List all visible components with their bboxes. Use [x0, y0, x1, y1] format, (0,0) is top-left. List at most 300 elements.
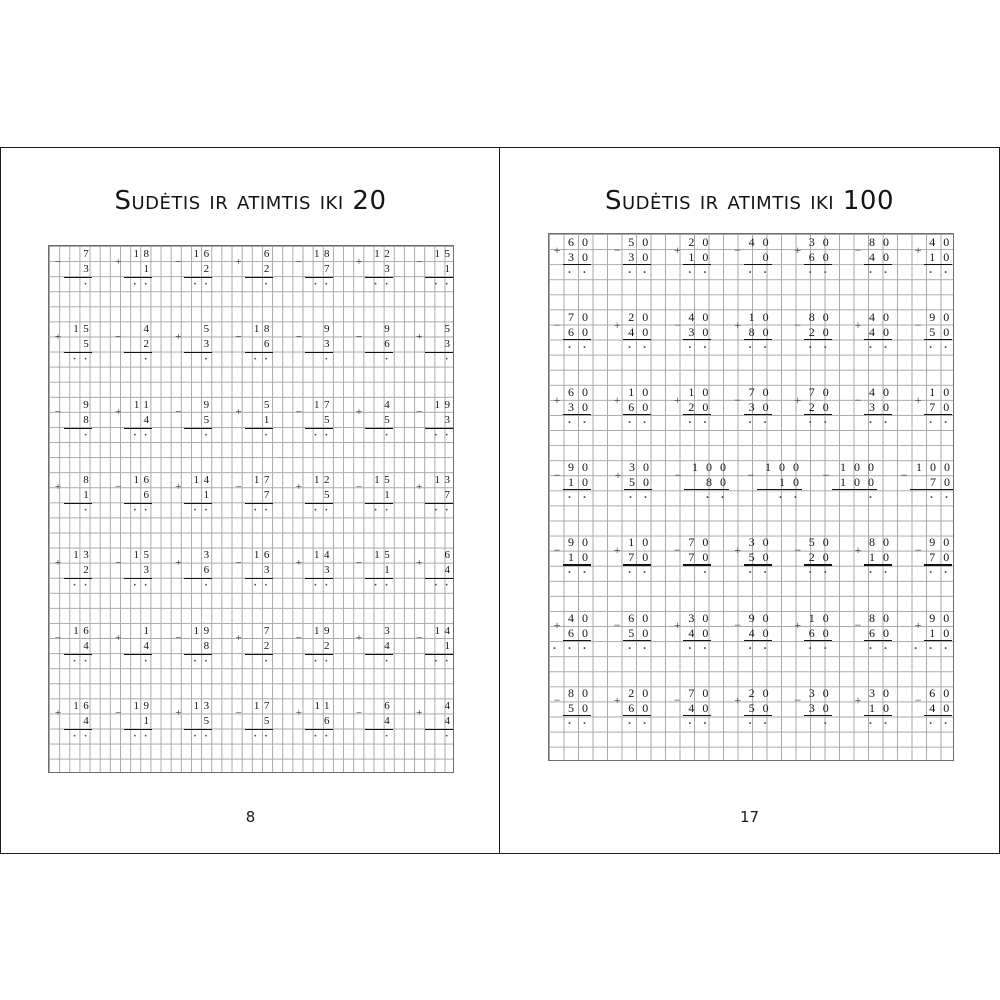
- second-operand: 2: [324, 639, 335, 652]
- plus-sign: +: [355, 632, 363, 644]
- answer-placeholder-dots: ··: [808, 415, 839, 430]
- answer-placeholder-dots: ··: [567, 490, 598, 505]
- first-operand: 10: [748, 310, 777, 325]
- minus-sign: −: [295, 255, 302, 268]
- second-operand: 30: [628, 250, 657, 264]
- answer-placeholder-dots: ··: [193, 503, 216, 516]
- second-operand: 10: [779, 475, 807, 490]
- first-operand: 60: [568, 385, 596, 400]
- minus-sign: −: [553, 693, 561, 708]
- first-operand: 40: [568, 610, 596, 625]
- first-operand: 14: [434, 624, 455, 637]
- second-operand: 60: [808, 250, 837, 264]
- second-operand: 0: [762, 250, 777, 264]
- first-operand: 40: [688, 310, 717, 325]
- second-operand: 5: [203, 714, 214, 727]
- second-operand: 4: [83, 639, 94, 652]
- second-operand: 70: [628, 550, 657, 565]
- plus-sign: +: [175, 481, 182, 494]
- plus-sign: +: [175, 556, 182, 569]
- first-operand: 19: [314, 624, 335, 637]
- answer-placeholder-dots: ·: [204, 579, 216, 592]
- second-operand: 40: [688, 625, 717, 640]
- answer-placeholder-dots: ·: [384, 428, 396, 441]
- answer-placeholder-dots: ··: [687, 640, 718, 655]
- answer-placeholder-dots: ··: [808, 565, 839, 580]
- second-operand: 70: [929, 550, 958, 565]
- first-operand: 19: [193, 624, 214, 637]
- second-operand: 4: [143, 639, 154, 652]
- minus-sign: −: [295, 406, 302, 419]
- first-operand: 80: [869, 535, 897, 550]
- first-operand: 80: [869, 610, 897, 625]
- first-operand: 16: [193, 248, 214, 260]
- second-operand: 8: [203, 639, 214, 652]
- answer-placeholder-dots: ··: [373, 503, 396, 516]
- answer-placeholder-dots: ··: [928, 340, 959, 355]
- second-operand: 4: [83, 714, 94, 727]
- answer-placeholder-dots: ·: [384, 353, 396, 366]
- second-operand: 5: [203, 413, 214, 426]
- answer-placeholder-dots: ··: [687, 715, 718, 730]
- minus-sign: −: [235, 330, 242, 343]
- plus-sign: +: [613, 392, 621, 407]
- second-operand: 1: [384, 488, 395, 501]
- answer-placeholder-dots: ··: [132, 729, 155, 742]
- first-operand: 40: [869, 385, 897, 400]
- minus-sign: −: [416, 406, 423, 419]
- first-operand: 30: [688, 610, 717, 625]
- first-operand: 80: [808, 310, 837, 325]
- minus-sign: −: [734, 242, 741, 257]
- answer-placeholder-dots: ··: [132, 579, 155, 592]
- second-operand: 40: [869, 250, 897, 264]
- second-operand: 30: [568, 400, 596, 415]
- first-operand: 90: [929, 310, 958, 325]
- answer-placeholder-dots: ··: [132, 428, 155, 441]
- second-operand: 100: [840, 475, 882, 490]
- answer-placeholder-dots: ··: [808, 265, 839, 279]
- plus-sign: +: [175, 707, 182, 720]
- answer-placeholder-dots: ··: [808, 340, 839, 355]
- answer-placeholder-dots: ··: [132, 503, 155, 516]
- first-operand: 40: [748, 235, 777, 249]
- answer-placeholder-dots: ··: [627, 265, 658, 279]
- second-operand: 60: [568, 625, 596, 640]
- first-operand: 12: [374, 248, 395, 260]
- page-title: Sudėtis ir atimtis iki 100: [604, 186, 895, 216]
- minus-sign: −: [235, 556, 242, 569]
- answer-placeholder-dots: ··: [567, 415, 598, 430]
- answer-placeholder-dots: ··: [627, 715, 658, 730]
- second-operand: 3: [83, 263, 94, 275]
- second-operand: 2: [263, 263, 274, 275]
- first-operand: 15: [374, 473, 395, 486]
- first-operand: 18: [314, 248, 335, 260]
- answer-placeholder-dots: ··: [868, 715, 899, 730]
- plus-sign: +: [734, 317, 741, 332]
- plus-sign: +: [734, 693, 741, 708]
- plus-sign: +: [613, 693, 621, 708]
- answer-placeholder-dots: ·: [83, 278, 95, 290]
- answer-placeholder-dots: ···: [913, 640, 959, 655]
- answer-placeholder-dots: ··: [705, 490, 736, 505]
- first-operand: 20: [748, 685, 777, 700]
- minus-sign: −: [355, 556, 363, 569]
- second-operand: 30: [748, 400, 777, 415]
- answer-placeholder-dots: ··: [72, 353, 95, 366]
- first-operand: 9: [384, 323, 395, 336]
- plus-sign: +: [854, 317, 862, 332]
- plus-sign: +: [295, 481, 302, 494]
- second-operand: 1: [143, 714, 154, 727]
- answer-placeholder-dots: ··: [433, 654, 456, 667]
- second-operand: 6: [324, 714, 335, 727]
- second-operand: 10: [568, 550, 596, 565]
- second-operand: 40: [929, 700, 958, 715]
- answer-placeholder-dots: ··: [313, 654, 336, 667]
- answer-placeholder-dots: ··: [313, 428, 336, 441]
- answer-placeholder-dots: ··: [193, 654, 216, 667]
- second-operand: 5: [324, 488, 335, 501]
- minus-sign: −: [914, 542, 922, 557]
- answer-placeholder-dots: ··: [253, 579, 276, 592]
- plus-sign: +: [914, 242, 922, 257]
- answer-placeholder-dots: ·: [264, 428, 276, 441]
- minus-sign: −: [854, 618, 862, 632]
- plus-sign: +: [614, 467, 622, 482]
- second-operand: 70: [929, 400, 958, 415]
- answer-placeholder-dots: ·: [83, 503, 95, 516]
- answer-placeholder-dots: ··: [253, 503, 276, 516]
- first-operand: 40: [869, 310, 897, 325]
- plus-sign: +: [235, 632, 242, 644]
- first-operand: 13: [434, 473, 455, 486]
- first-operand: 1: [143, 624, 154, 637]
- second-operand: 10: [869, 550, 897, 565]
- first-operand: 14: [193, 473, 214, 486]
- plus-sign: +: [794, 392, 802, 407]
- minus-sign: −: [914, 317, 922, 332]
- first-operand: 70: [688, 535, 717, 550]
- answer-placeholder-dots: ··: [868, 415, 899, 430]
- answer-placeholder-dots: ··: [687, 265, 718, 279]
- answer-placeholder-dots: ··: [567, 340, 598, 355]
- minus-sign: −: [54, 632, 62, 644]
- second-operand: 1: [444, 639, 455, 652]
- minus-sign: −: [235, 481, 242, 494]
- answer-placeholder-dots: ··: [928, 415, 959, 430]
- first-operand: 14: [314, 549, 335, 562]
- plus-sign: +: [295, 707, 302, 720]
- plus-sign: +: [355, 406, 363, 419]
- first-operand: 17: [253, 699, 274, 712]
- first-operand: 80: [869, 235, 897, 249]
- answer-placeholder-dots: ·: [143, 654, 155, 667]
- minus-sign: −: [175, 406, 182, 419]
- answer-placeholder-dots: ··: [433, 278, 456, 290]
- first-operand: 19: [133, 699, 154, 712]
- answer-placeholder-dots: ··: [929, 490, 960, 505]
- answer-placeholder-dots: ··: [748, 715, 779, 730]
- plus-sign: +: [175, 330, 182, 343]
- plus-sign: +: [553, 392, 561, 407]
- second-operand: 5: [263, 714, 274, 727]
- minus-sign: −: [54, 406, 62, 419]
- answer-placeholder-dots: ··: [868, 340, 899, 355]
- answer-placeholder-dots: ·: [264, 654, 276, 667]
- answer-placeholder-dots: ·: [83, 428, 95, 441]
- first-operand: 40: [929, 235, 958, 249]
- minus-sign: −: [175, 632, 182, 644]
- answer-placeholder-dots: ··: [928, 715, 959, 730]
- second-operand: 7: [263, 488, 274, 501]
- plus-sign: +: [416, 556, 423, 569]
- second-operand: 80: [706, 475, 734, 490]
- first-operand: 6: [444, 549, 455, 562]
- answer-placeholder-dots: ··: [253, 729, 276, 742]
- first-operand: 15: [374, 549, 395, 562]
- answer-placeholder-dots: ··: [627, 340, 658, 355]
- minus-sign: −: [355, 707, 363, 720]
- second-operand: 3: [263, 564, 274, 577]
- first-operand: 11: [314, 699, 335, 712]
- answer-placeholder-dots: ··: [433, 428, 456, 441]
- minus-sign: −: [674, 467, 682, 482]
- second-operand: 60: [568, 325, 596, 340]
- second-operand: 80: [748, 325, 777, 340]
- first-operand: 10: [808, 610, 837, 625]
- second-operand: 5: [384, 413, 395, 426]
- first-operand: 9: [324, 323, 335, 336]
- first-operand: 90: [929, 610, 958, 625]
- first-operand: 20: [688, 235, 717, 249]
- first-operand: 70: [808, 385, 837, 400]
- second-operand: 1: [203, 488, 214, 501]
- workbook-page-right: [499, 147, 1000, 854]
- second-operand: 6: [203, 564, 214, 577]
- first-operand: 16: [253, 549, 274, 562]
- first-operand: 16: [73, 624, 94, 637]
- minus-sign: −: [553, 317, 561, 332]
- first-operand: 90: [929, 535, 958, 550]
- first-operand: 30: [808, 235, 837, 249]
- answer-placeholder-dots: ··: [373, 278, 396, 290]
- minus-sign: −: [416, 632, 423, 644]
- second-operand: 4: [384, 639, 395, 652]
- second-operand: 20: [808, 325, 837, 340]
- first-operand: 10: [628, 535, 657, 550]
- answer-placeholder-dots: ·: [204, 428, 216, 441]
- answer-placeholder-dots: ··: [808, 640, 839, 655]
- second-operand: 3: [324, 564, 335, 577]
- minus-sign: −: [355, 330, 363, 343]
- plus-sign: +: [235, 255, 242, 268]
- minus-sign: −: [115, 330, 122, 343]
- answer-placeholder-dots: ··: [627, 640, 658, 655]
- answer-placeholder-dots: ·: [823, 715, 839, 730]
- answer-placeholder-dots: ··: [868, 565, 899, 580]
- first-operand: 5: [203, 323, 214, 336]
- second-operand: 5: [324, 413, 335, 426]
- answer-placeholder-dots: ··: [433, 503, 456, 516]
- first-operand: 100: [916, 460, 958, 475]
- minus-sign: −: [822, 467, 830, 482]
- second-operand: 4: [444, 714, 455, 727]
- first-operand: 20: [628, 310, 657, 325]
- answer-placeholder-dots: ··: [373, 579, 396, 592]
- first-operand: 30: [748, 535, 777, 550]
- plus-sign: +: [115, 632, 122, 644]
- minus-sign: −: [553, 542, 561, 557]
- second-operand: 20: [688, 400, 717, 415]
- minus-sign: −: [295, 330, 302, 343]
- answer-placeholder-dots: ··: [628, 490, 659, 505]
- plus-sign: +: [674, 242, 681, 257]
- answer-placeholder-dots: ··: [868, 640, 899, 655]
- plus-sign: +: [115, 255, 122, 268]
- second-operand: 2: [263, 639, 274, 652]
- second-operand: 1: [444, 263, 455, 275]
- plus-sign: +: [416, 481, 423, 494]
- answer-placeholder-dots: ·: [444, 729, 456, 742]
- plus-sign: +: [54, 481, 62, 494]
- second-operand: 1: [384, 564, 395, 577]
- second-operand: 70: [688, 550, 717, 565]
- first-operand: 9: [83, 398, 94, 411]
- second-operand: 40: [869, 325, 897, 340]
- plus-sign: +: [613, 542, 621, 557]
- second-operand: 10: [869, 700, 897, 715]
- plus-sign: +: [295, 556, 302, 569]
- second-operand: 50: [748, 550, 777, 565]
- answer-placeholder-dots: ··: [748, 265, 779, 279]
- answer-placeholder-dots: ··: [868, 265, 899, 279]
- first-operand: 50: [808, 535, 837, 550]
- first-operand: 15: [133, 549, 154, 562]
- second-operand: 50: [628, 625, 657, 640]
- first-operand: 30: [869, 685, 897, 700]
- minus-sign: −: [613, 618, 621, 632]
- minus-sign: −: [854, 392, 862, 407]
- second-operand: 10: [688, 250, 717, 264]
- first-operand: 4: [444, 699, 455, 712]
- second-operand: 1: [83, 488, 94, 501]
- first-operand: 8: [83, 473, 94, 486]
- plus-sign: +: [553, 618, 561, 632]
- answer-placeholder-dots: ··: [928, 265, 959, 279]
- minus-sign: −: [794, 693, 802, 708]
- first-operand: 15: [73, 323, 94, 336]
- second-operand: 40: [628, 325, 657, 340]
- first-operand: 3: [203, 549, 214, 562]
- plus-sign: +: [613, 317, 621, 332]
- second-operand: 10: [929, 250, 958, 264]
- plus-sign: +: [355, 255, 363, 268]
- first-operand: 17: [253, 473, 274, 486]
- second-operand: 7: [324, 263, 335, 275]
- first-operand: 13: [73, 549, 94, 562]
- second-operand: 1: [143, 263, 154, 275]
- answer-placeholder-dots: ··: [687, 415, 718, 430]
- plus-sign: +: [54, 707, 62, 720]
- second-operand: 3: [444, 338, 455, 351]
- second-operand: 2: [203, 263, 214, 275]
- answer-placeholder-dots: ··: [687, 340, 718, 355]
- first-operand: 11: [133, 398, 154, 411]
- second-operand: 4: [384, 714, 395, 727]
- answer-placeholder-dots: ··: [778, 490, 809, 505]
- second-operand: 60: [808, 625, 837, 640]
- second-operand: 50: [748, 700, 777, 715]
- answer-placeholder-dots: ··: [132, 278, 155, 290]
- first-operand: 70: [748, 385, 777, 400]
- plus-sign: +: [553, 242, 561, 257]
- second-operand: 5: [83, 338, 94, 351]
- second-operand: 6: [384, 338, 395, 351]
- answer-placeholder-dots: ··: [748, 415, 779, 430]
- second-operand: 50: [629, 475, 657, 490]
- minus-sign: −: [54, 255, 62, 268]
- second-operand: 2: [83, 564, 94, 577]
- answer-placeholder-dots: ·: [143, 353, 155, 366]
- minus-sign: −: [674, 542, 681, 557]
- first-operand: 7: [263, 624, 274, 637]
- first-operand: 15: [434, 248, 455, 260]
- first-operand: 60: [568, 235, 596, 249]
- plus-sign: +: [914, 618, 922, 632]
- first-operand: 16: [133, 473, 154, 486]
- first-operand: 6: [263, 248, 274, 260]
- minus-sign: −: [674, 693, 681, 708]
- first-operand: 3: [384, 624, 395, 637]
- answer-placeholder-dots: ··: [313, 579, 336, 592]
- minus-sign: −: [674, 317, 681, 332]
- minus-sign: −: [734, 392, 741, 407]
- minus-sign: −: [747, 467, 755, 482]
- answer-placeholder-dots: ··: [627, 565, 658, 580]
- second-operand: 1: [263, 413, 274, 426]
- first-operand: 10: [628, 385, 657, 400]
- second-operand: 50: [929, 325, 958, 340]
- first-operand: 13: [193, 699, 214, 712]
- first-operand: 9: [203, 398, 214, 411]
- first-operand: 6: [384, 699, 395, 712]
- first-operand: 90: [748, 610, 777, 625]
- first-operand: 4: [384, 398, 395, 411]
- second-operand: 2: [143, 338, 154, 351]
- first-operand: 10: [688, 385, 717, 400]
- plus-sign: +: [794, 242, 802, 257]
- first-operand: 30: [808, 685, 837, 700]
- minus-sign: −: [175, 255, 182, 268]
- second-operand: 30: [869, 400, 897, 415]
- second-operand: 30: [808, 700, 837, 715]
- answer-placeholder-dots: ··: [313, 729, 336, 742]
- answer-placeholder-dots: ··: [748, 340, 779, 355]
- first-operand: 30: [629, 460, 657, 475]
- first-operand: 17: [314, 398, 335, 411]
- first-operand: 18: [253, 323, 274, 336]
- first-operand: 18: [133, 248, 154, 260]
- second-operand: 3: [384, 263, 395, 275]
- first-operand: 90: [568, 535, 596, 550]
- answer-placeholder-dots: ··: [193, 278, 216, 290]
- second-operand: 3: [444, 413, 455, 426]
- first-operand: 70: [688, 685, 717, 700]
- minus-sign: −: [794, 317, 802, 332]
- minus-sign: −: [235, 707, 242, 720]
